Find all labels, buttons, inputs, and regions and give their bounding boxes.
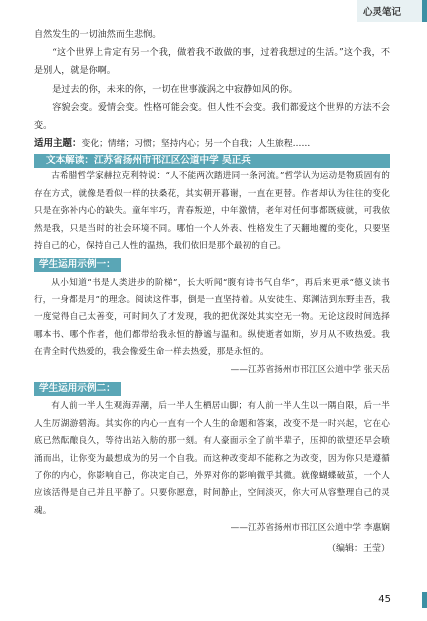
example-2-author: ——江苏省扬州市邗江区公道中学 李惠娴 bbox=[230, 523, 390, 534]
example-1-label: 学生运用示例一： bbox=[34, 258, 121, 272]
paragraph-3: 是过去的你，未来的你，一切在世事漩涡之中寂静如风的你。 bbox=[52, 84, 298, 95]
page-number: 45 bbox=[378, 594, 391, 605]
example-1-text: 从小知道“书是人类进步的阶梯”，长大听闻“腹有诗书气自华”，再后来更承“德义读书行，一身都是月”的理念。阅读这件事，倒是一直坚持着。从安徒生、郑渊洁到东野圭吾，我一度觉得自己太善变，可时间久了才发现，我的把优深处其实空无一物。无论这段时间选择哪本书、哪个作者，他们都带给我永恒的静谧与温和。纵使逝者如斯，岁月从不败热爱。我在青全时代热爱的，我会像爱生命一样去热爱，那是永恒的。 bbox=[34, 277, 390, 358]
page-accent-bar bbox=[422, 592, 427, 608]
header-accent-bar bbox=[422, 0, 427, 22]
topics-label: 适用主题： bbox=[34, 138, 82, 150]
interpretation-text: 古希腊哲学家赫拉克利特说：“人不能两次踏进同一条河流。”哲学认为运动是物质固有的存在方式，就像是看似一样的扶桑花，其实朝开暮谢，一直在更替。作者却认为往往的变化只是在弥补内心的缺失。童年牢巧，青春叛逆，中年激情，老年对任何事都既疲就，可我依然是我，只是当时的社会环境不同。哪怕一个人外表、性格发生了天翻地覆的变化，只要坚持自己的心，保持自己人性的温热，我们依旧是那个最初的自己。 bbox=[34, 171, 390, 252]
article-body bbox=[34, 26, 390, 558]
editor-credit: （编辑：王莹） bbox=[326, 543, 390, 554]
topics-text: 变化；情绪；习惯；坚持内心；另一个自我；人生旅程…… bbox=[81, 139, 311, 150]
paragraph-4: 容貌会变。爱情会变。性格可能会变。但人性不会变。我们都爱这个世界的方法不会变。 bbox=[34, 102, 390, 132]
interpretation-banner: 文本解读：江苏省扬州市邗江区公道中学 吴正兵 bbox=[34, 154, 390, 168]
section-header-tab bbox=[357, 0, 427, 22]
paragraph-1: 自然发生的一切油然而生悲悯。 bbox=[34, 30, 162, 40]
example-2-text: 有人前一半人生观海弄潮，后一半人生栖居山脚；有人前一半人生以一隅自限，后一半人生厉湖游碧海。其实你的内心一直有一个人生的命题和答案，改变不是一时兴起，它在心底已然酝酿良久，等待出站入舫的那一刻。有人豪面示全了前半辈子，压抑的欲望还早会喷涌而出，让你变为最想成为的另一个自我。而这种改变却不能称之为改变，因为你只是遵循了你的内心，你影响自己，你决定自己，外界对你的影响微乎其微。就像蝴蝶破茧，一个人应该活得是自己并且平静了。只要你愿意，时间静止，空间淡灭，你大可从容整理自己的灵魂。 bbox=[34, 401, 390, 516]
section-title: 心灵笔记 bbox=[363, 7, 402, 18]
applicable-topics bbox=[34, 135, 390, 153]
paragraph-2: “这个世界上肯定有另一个我，做着我不敢做的事，过着我想过的生活。”这个我，不是别人，就是你啊。 bbox=[34, 48, 390, 77]
example-1-section bbox=[34, 275, 390, 379]
example-2-section bbox=[34, 398, 390, 537]
example-1-author: ——江苏省扬州市邗江区公道中学 张天岳 bbox=[230, 364, 390, 375]
example-2-label: 学生运用示例二： bbox=[34, 382, 121, 396]
interpretation-section bbox=[34, 168, 390, 255]
